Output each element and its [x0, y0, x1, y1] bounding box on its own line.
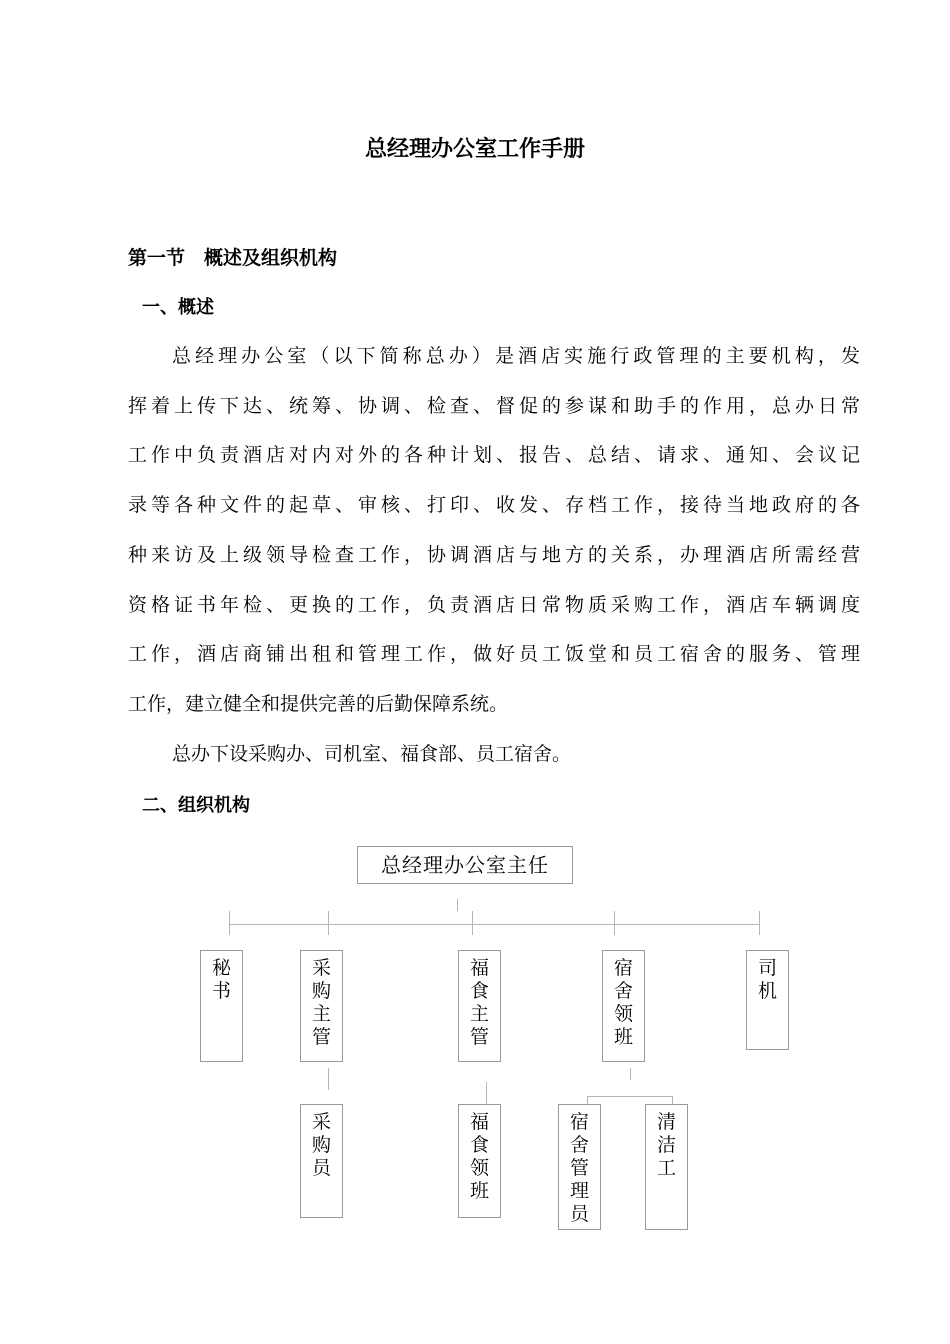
subdivision-paragraph: 总办下设采购办、司机室、福食部、员工宿舍。	[172, 743, 572, 765]
org-box-catering-supervisor: 福食主管	[458, 950, 501, 1062]
connector-line	[587, 1096, 673, 1097]
org-box-purchaser: 采购员	[300, 1104, 343, 1218]
overview-heading: 一、概述	[142, 297, 214, 318]
connector-line	[328, 911, 329, 935]
org-box-cleaner: 清洁工	[645, 1104, 688, 1230]
connector-line	[472, 911, 473, 935]
page-title: 总经理办公室工作手册	[364, 137, 585, 162]
connector-line	[486, 1082, 487, 1104]
section-heading: 第一节 概述及组织机构	[128, 247, 338, 269]
connector-line	[229, 911, 230, 935]
org-box-dorm-manager: 宿舍管理员	[558, 1104, 601, 1230]
paragraph-line: 工作中负责酒店对内对外的各种计划、报告、总结、请求、通知、会议记	[128, 444, 860, 466]
org-box-dorm-leader: 宿舍领班	[602, 950, 645, 1062]
connector-line	[759, 911, 760, 935]
org-box-purchasing-supervisor: 采购主管	[300, 950, 343, 1062]
paragraph-line: 工作，建立健全和提供完善的后勤保障系统。	[128, 693, 509, 715]
org-root-box: 总经理办公室主任	[357, 846, 573, 884]
org-box-catering-leader: 福食领班	[458, 1104, 501, 1218]
connector-line	[614, 911, 615, 935]
paragraph-line: 种来访及上级领导检查工作，协调酒店与地方的关系，办理酒店所需经营	[128, 544, 860, 566]
org-box-secretary: 秘书	[200, 950, 243, 1062]
org-heading: 二、组织机构	[142, 795, 250, 816]
paragraph-line: 录等各种文件的起草、审核、打印、收发、存档工作，接待当地政府的各	[128, 494, 860, 516]
connector-line	[630, 1068, 631, 1080]
paragraph-line: 资格证书年检、更换的工作，负责酒店日常物质采购工作，酒店车辆调度	[128, 594, 860, 616]
connector-line	[457, 899, 458, 911]
org-box-driver: 司机	[746, 950, 789, 1050]
connector-line	[229, 924, 760, 925]
paragraph-line: 工作，酒店商铺出租和管理工作，做好员工饭堂和员工宿舍的服务、管理	[128, 643, 860, 665]
paragraph-line: 总经理办公室（以下简称总办）是酒店实施行政管理的主要机构，发	[172, 345, 860, 367]
connector-line	[328, 1068, 329, 1090]
paragraph-line: 挥着上传下达、统筹、协调、检查、督促的参谋和助手的作用，总办日常	[128, 395, 860, 417]
